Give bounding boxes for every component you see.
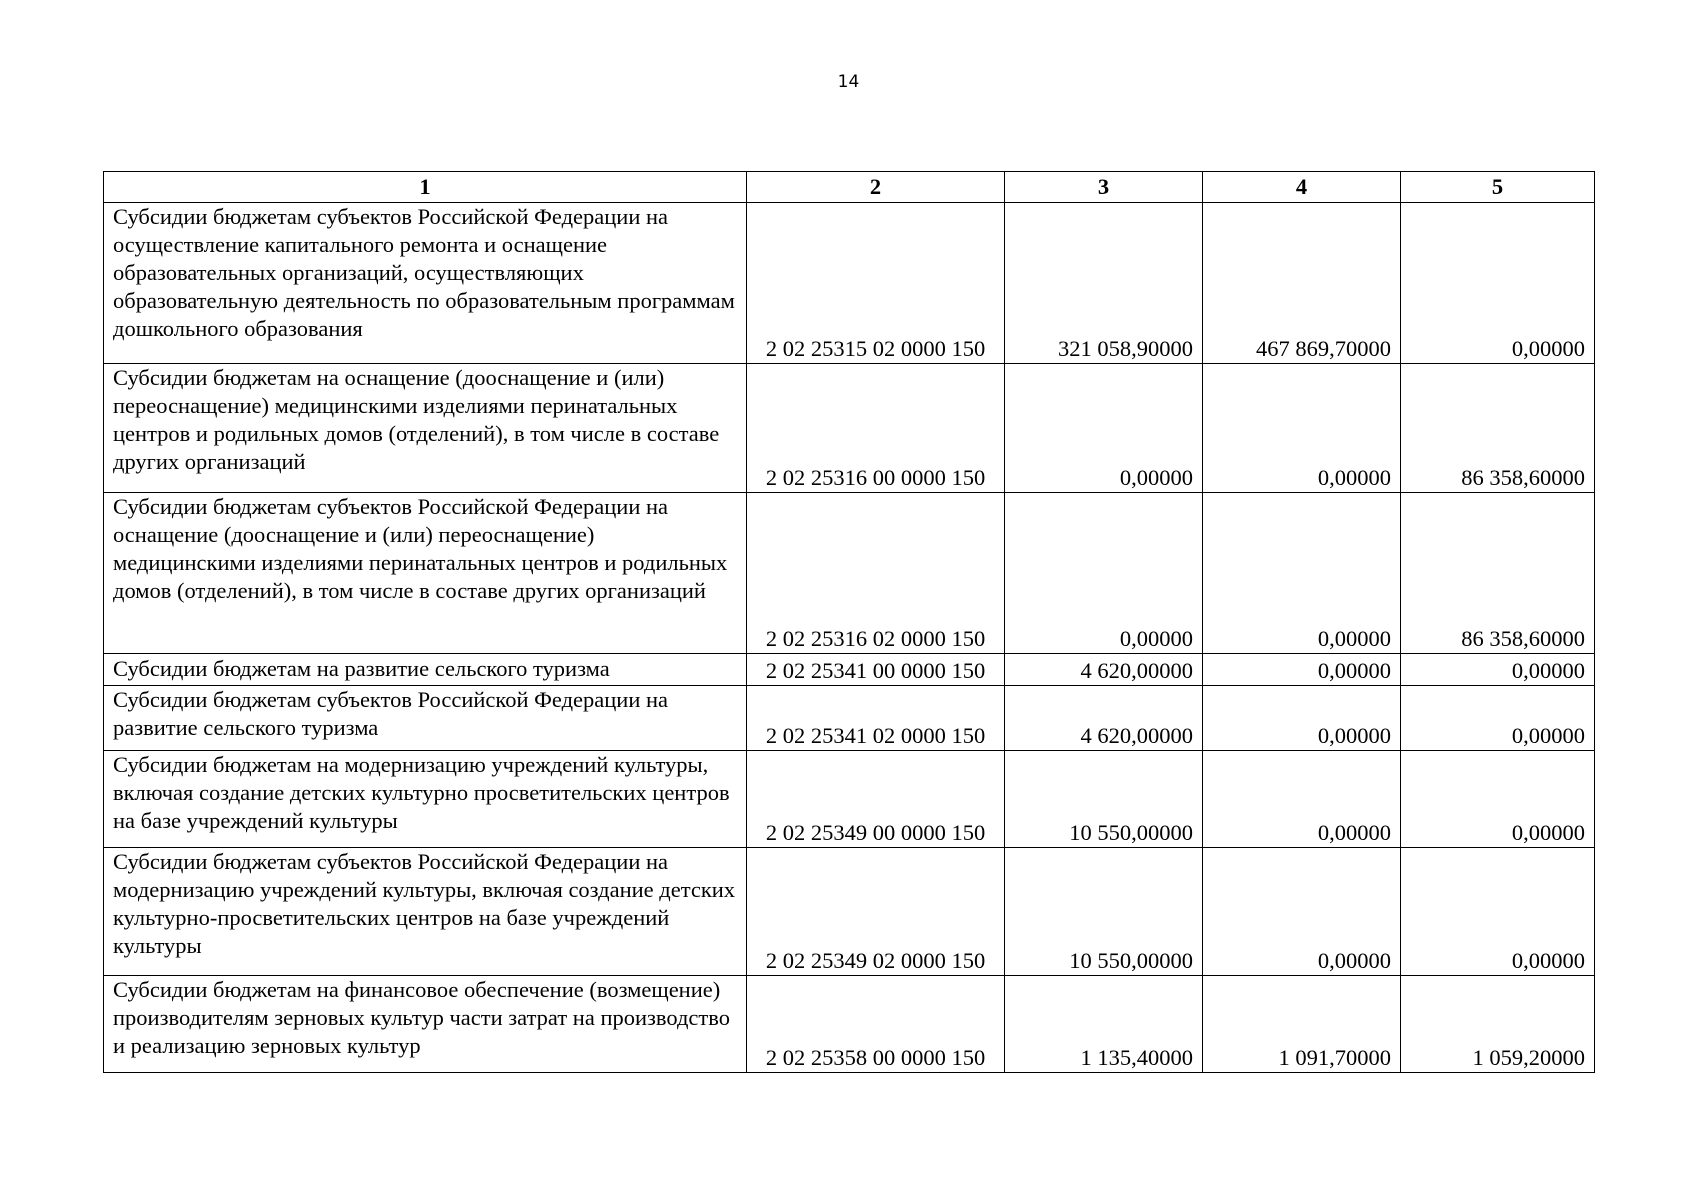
row-value-3: 10 550,00000 xyxy=(1005,751,1203,848)
row-code: 2 02 25349 02 0000 150 xyxy=(747,848,1005,976)
row-value-4: 0,00000 xyxy=(1203,751,1401,848)
row-code: 2 02 25358 00 0000 150 xyxy=(747,976,1005,1073)
row-description: Субсидии бюджетам субъектов Российской Федерации на оснащение (дооснащение и (или) переоснащение) медицинскими изделиями перинатальных центров и родильных домов (отделений), в том числе в составе других организаций xyxy=(104,493,747,654)
page-number: 14 xyxy=(837,72,860,92)
column-header-5: 5 xyxy=(1401,172,1595,203)
table-row xyxy=(104,493,1595,654)
row-value-4: 0,00000 xyxy=(1203,848,1401,976)
row-value-4: 0,00000 xyxy=(1203,654,1401,686)
table-row xyxy=(104,654,1595,686)
row-code: 2 02 25315 02 0000 150 xyxy=(747,203,1005,364)
column-header-3: 3 xyxy=(1005,172,1203,203)
table-row xyxy=(104,203,1595,364)
row-description: Субсидии бюджетам субъектов Российской Федерации на развитие сельского туризма xyxy=(104,686,747,751)
row-value-5: 1 059,20000 xyxy=(1401,976,1595,1073)
row-description: Субсидии бюджетам на развитие сельского туризма xyxy=(104,654,747,686)
column-header-2: 2 xyxy=(747,172,1005,203)
row-value-5: 86 358,60000 xyxy=(1401,364,1595,493)
column-header-1: 1 xyxy=(104,172,747,203)
row-description: Субсидии бюджетам на модернизацию учреждений культуры, включая создание детских культурно просветительских центров на базе учреждений культуры xyxy=(104,751,747,848)
row-value-4: 0,00000 xyxy=(1203,364,1401,493)
row-value-3: 4 620,00000 xyxy=(1005,686,1203,751)
row-description: Субсидии бюджетам субъектов Российской Федерации на осуществление капитального ремонта и оснащение образовательных организаций, осуществляющих образовательную деятельность по образовательным программам дошкольного образования xyxy=(104,203,747,364)
row-value-3: 4 620,00000 xyxy=(1005,654,1203,686)
row-code: 2 02 25316 00 0000 150 xyxy=(747,364,1005,493)
row-value-3: 10 550,00000 xyxy=(1005,848,1203,976)
row-value-3: 321 058,90000 xyxy=(1005,203,1203,364)
row-description: Субсидии бюджетам субъектов Российской Федерации на модернизацию учреждений культуры, включая создание детских культурно-просветительских центров на базе учреждений культуры xyxy=(104,848,747,976)
row-value-4: 0,00000 xyxy=(1203,493,1401,654)
row-value-4: 0,00000 xyxy=(1203,686,1401,751)
row-value-4: 467 869,70000 xyxy=(1203,203,1401,364)
row-code: 2 02 25316 02 0000 150 xyxy=(747,493,1005,654)
row-value-5: 86 358,60000 xyxy=(1401,493,1595,654)
row-description: Субсидии бюджетам на оснащение (дооснащение и (или) переоснащение) медицинскими изделиями перинатальных центров и родильных домов (отделений), в том числе в составе других организаций xyxy=(104,364,747,493)
table-row xyxy=(104,364,1595,493)
row-code: 2 02 25341 00 0000 150 xyxy=(747,654,1005,686)
row-value-3: 0,00000 xyxy=(1005,364,1203,493)
row-code: 2 02 25341 02 0000 150 xyxy=(747,686,1005,751)
row-value-5: 0,00000 xyxy=(1401,686,1595,751)
table-row xyxy=(104,848,1595,976)
row-value-3: 0,00000 xyxy=(1005,493,1203,654)
row-description: Субсидии бюджетам на финансовое обеспечение (возмещение) производителям зерновых культур части затрат на производство и реализацию зерновых культур xyxy=(104,976,747,1073)
table-row xyxy=(104,976,1595,1073)
budget-table xyxy=(103,171,1595,1073)
table-row xyxy=(104,751,1595,848)
column-header-4: 4 xyxy=(1203,172,1401,203)
row-value-5: 0,00000 xyxy=(1401,203,1595,364)
row-value-4: 1 091,70000 xyxy=(1203,976,1401,1073)
table-row xyxy=(104,686,1595,751)
row-value-5: 0,00000 xyxy=(1401,751,1595,848)
row-value-5: 0,00000 xyxy=(1401,654,1595,686)
table-header-row xyxy=(104,172,1595,203)
row-code: 2 02 25349 00 0000 150 xyxy=(747,751,1005,848)
row-value-5: 0,00000 xyxy=(1401,848,1595,976)
row-value-3: 1 135,40000 xyxy=(1005,976,1203,1073)
